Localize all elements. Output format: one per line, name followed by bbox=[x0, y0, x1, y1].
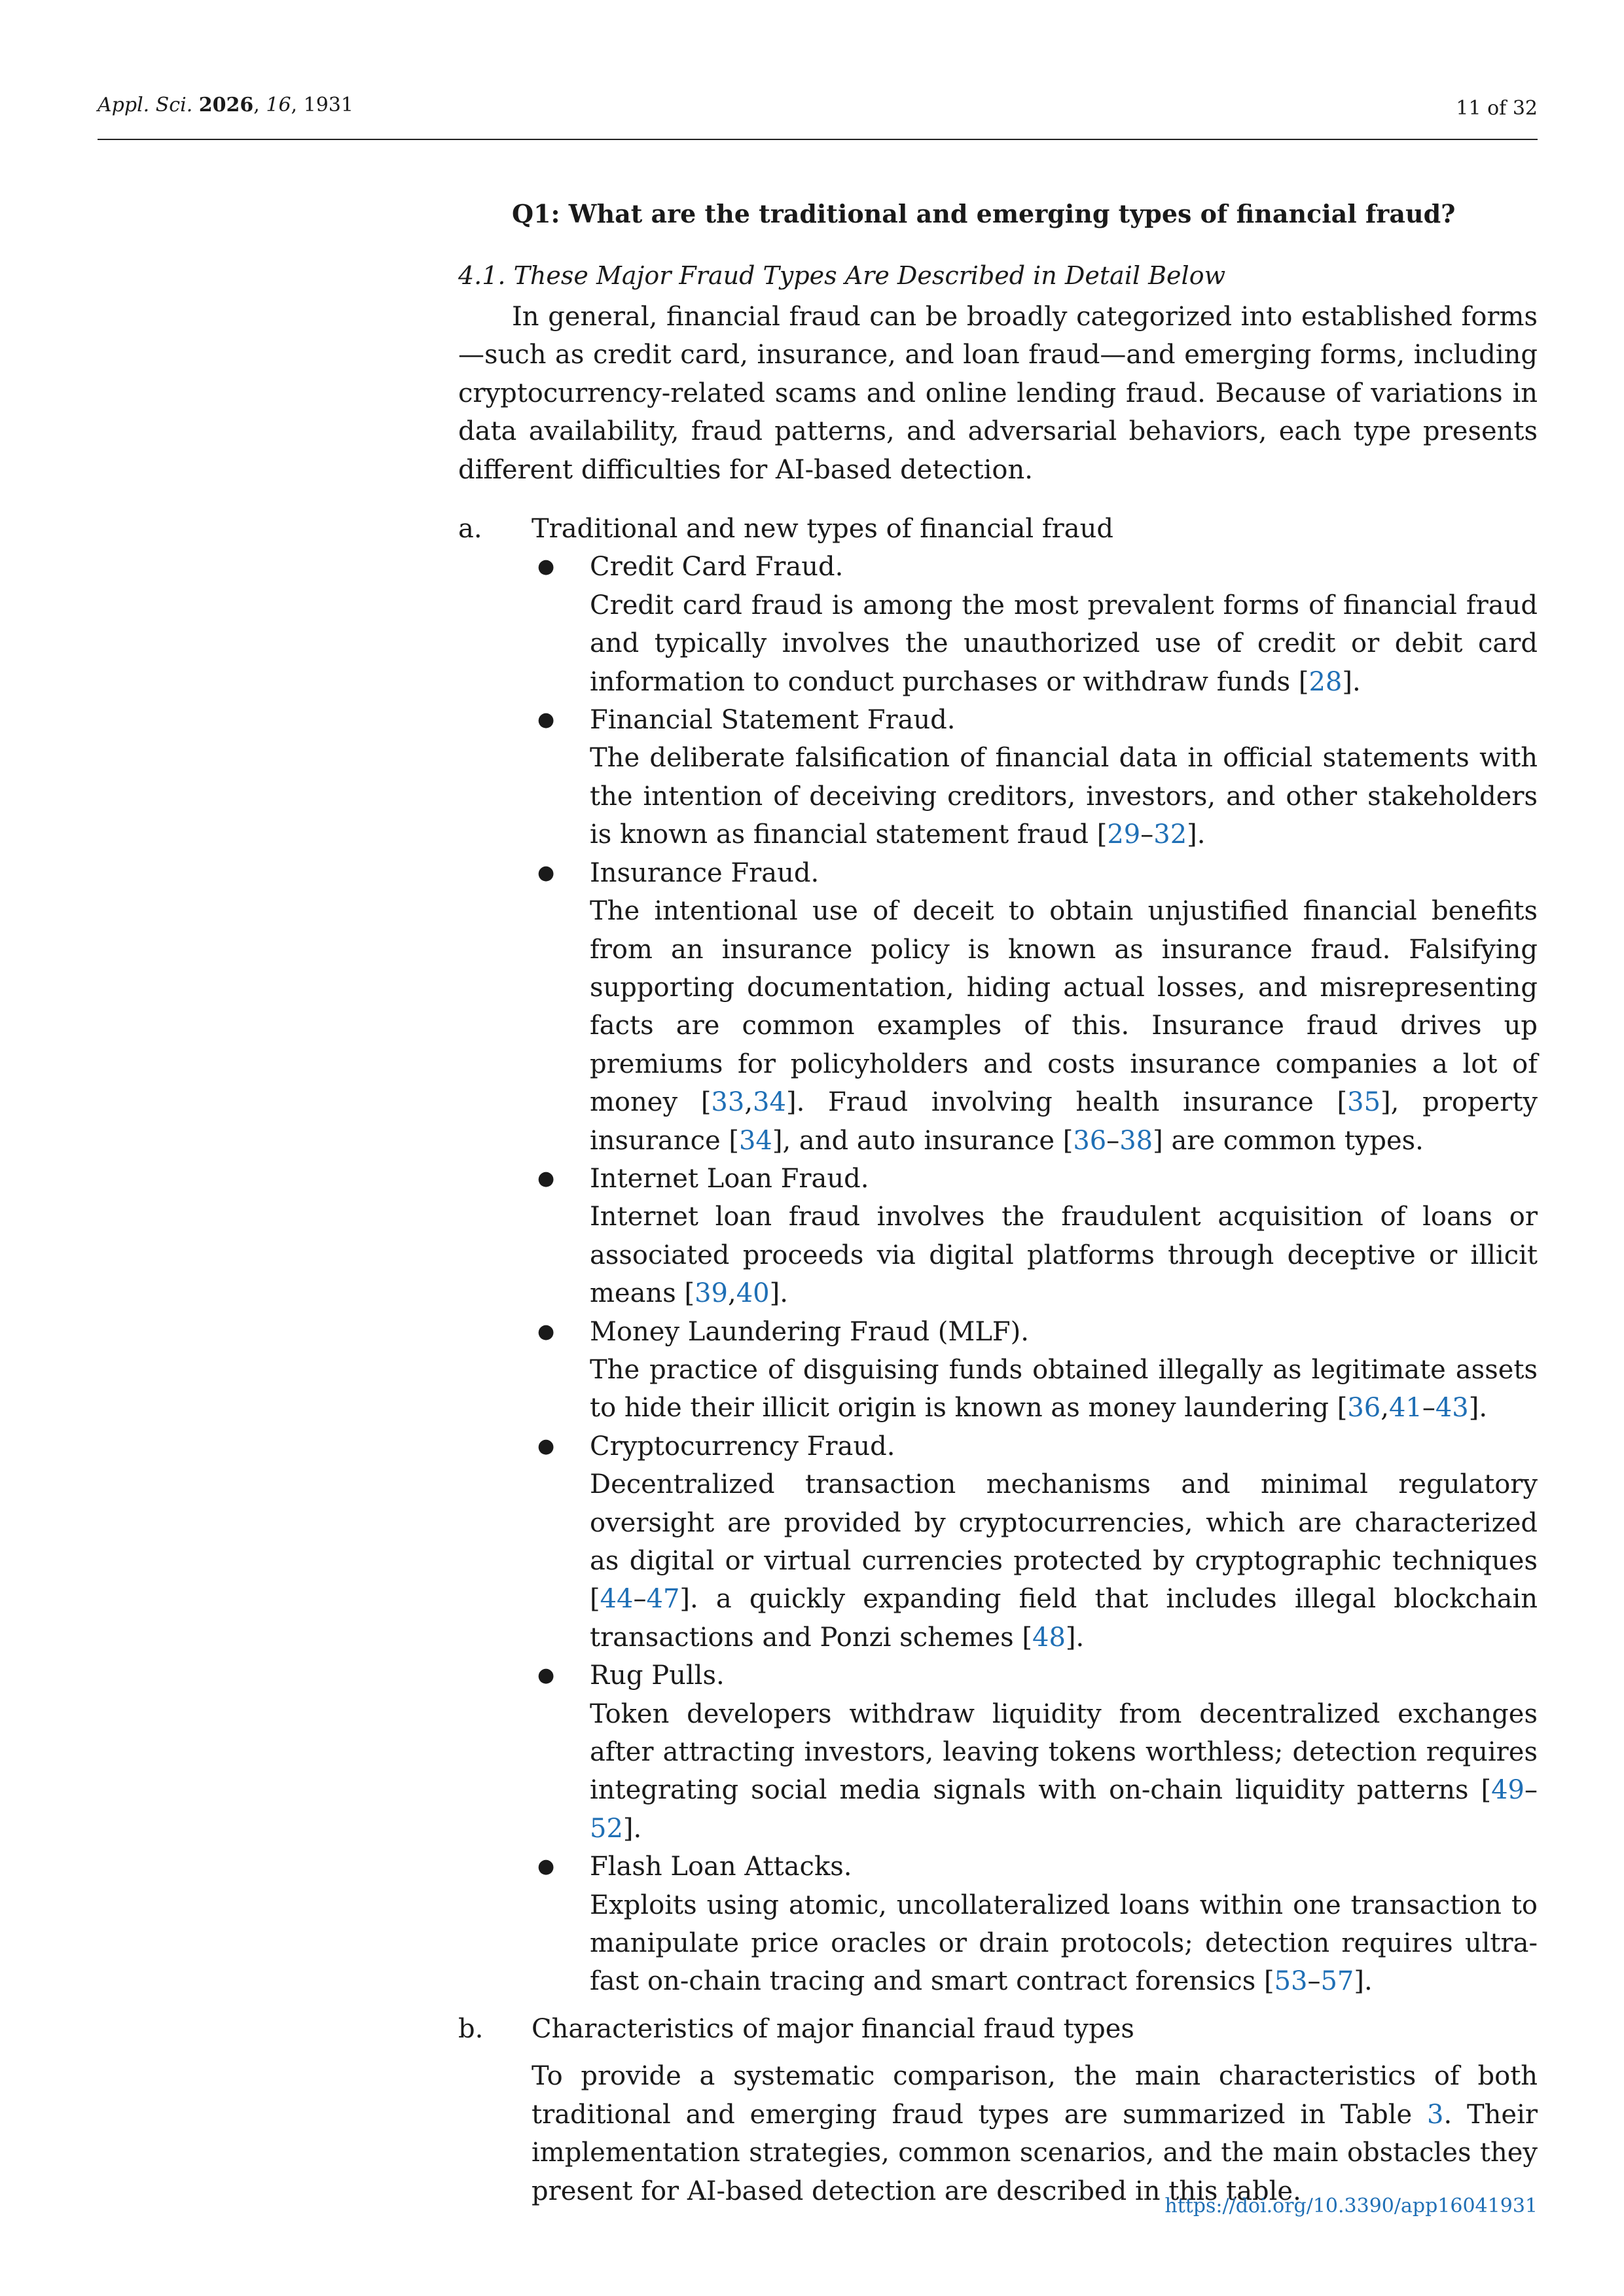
citation-link[interactable]: 38 bbox=[1119, 1125, 1153, 1156]
citation-link[interactable]: 48 bbox=[1032, 1622, 1066, 1653]
fraud-type-description: The deliberate falsification of financial data in official statements with the intention of deceiving creditors, investors, and other stakeholders is known as financial statement fraud [29–32]. bbox=[590, 743, 1538, 850]
list-item bbox=[537, 548, 1538, 701]
list-item bbox=[537, 1657, 1538, 1848]
citation-link[interactable]: 34 bbox=[753, 1087, 786, 1118]
main-content bbox=[458, 190, 1538, 2210]
question-heading: Q1: What are the traditional and emerging types of financial fraud? bbox=[512, 199, 1456, 228]
list-a-title: Traditional and new types of financial fraud bbox=[532, 514, 1113, 545]
citation-link[interactable]: 53 bbox=[1274, 1966, 1308, 1997]
citation-link[interactable]: 47 bbox=[646, 1584, 680, 1615]
citation-link[interactable]: 28 bbox=[1308, 666, 1343, 697]
running-header: Appl. Sci. 2026, 16, 1931 bbox=[98, 94, 353, 117]
citation-link[interactable]: 36 bbox=[1347, 1393, 1381, 1424]
citation-link[interactable]: 41 bbox=[1388, 1393, 1422, 1424]
list-b-paragraph: To provide a systematic comparison, the main characteristics of both traditional and emerging fraud types are summarized in Table 3. Their implementation strategies, common scenarios, and the main obstacles they present for AI-based detection are described in this table. bbox=[532, 2061, 1538, 2206]
fraud-type-title: Rug Pulls. bbox=[590, 1660, 725, 1691]
bullet-icon: ● bbox=[537, 1855, 555, 1878]
list-a-marker: a. bbox=[458, 514, 482, 545]
doi-link[interactable]: https://doi.org/10.3390/app16041931 bbox=[1164, 2195, 1538, 2217]
fraud-type-description: Internet loan fraud involves the fraudulent acquisition of loans or associated proceeds via digital platforms through deceptive or illicit means [39,40]. bbox=[590, 1202, 1538, 1309]
bullet-icon: ● bbox=[537, 861, 555, 884]
bullet-icon: ● bbox=[537, 1664, 555, 1687]
fraud-type-list bbox=[532, 548, 1538, 2000]
fraud-type-title: Flash Loan Attacks. bbox=[590, 1852, 852, 1882]
fraud-type-title: Cryptocurrency Fraud. bbox=[590, 1431, 895, 1462]
fraud-type-description: The practice of disguising funds obtained illegally as legitimate assets to hide their illicit origin is known as money laundering [36,41–43]. bbox=[590, 1354, 1538, 1424]
citation-link[interactable]: 49 bbox=[1491, 1775, 1525, 1806]
citation-link[interactable]: 44 bbox=[600, 1584, 634, 1615]
list-b-title: Characteristics of major financial fraud types bbox=[532, 2013, 1134, 2044]
citation-link[interactable]: 40 bbox=[736, 1278, 770, 1309]
citation-link[interactable]: 36 bbox=[1073, 1125, 1107, 1156]
bullet-icon: ● bbox=[537, 1434, 555, 1458]
page-number: 11 of 32 bbox=[1456, 97, 1538, 120]
header-rule bbox=[98, 139, 1538, 140]
list-item bbox=[537, 701, 1538, 854]
subsection-title: 4.1. These Major Fraud Types Are Described in Detail Below bbox=[458, 261, 1226, 290]
list-item bbox=[537, 1848, 1538, 2001]
list-b-marker: b. bbox=[458, 2013, 484, 2044]
article-number: 1931 bbox=[303, 94, 353, 117]
fraud-type-description: Decentralized transaction mechanisms and minimal regulatory oversight are provided by cryptocurrencies, which are characterized as digital or virtual currencies protected by cryptographic techniques [44–47]. a quickly expanding field that includes illegal blockchain transactions and Ponzi schemes [48]. bbox=[590, 1469, 1538, 1653]
fraud-type-title: Internet Loan Fraud. bbox=[590, 1163, 869, 1194]
citation-link[interactable]: 35 bbox=[1347, 1087, 1381, 1118]
citation-link[interactable]: 29 bbox=[1107, 819, 1141, 850]
fraud-type-description: The intentional use of deceit to obtain unjustified financial benefits from an insurance policy is known as insurance fraud. Falsifying supporting documentation, hiding actual losses, and misrepresenting facts are common examples of this. Insurance fraud drives up premiums for policyholders and costs insurance companies a lot of money [33,34]. Fraud involving health insurance [35], property insurance [34], and auto insurance [36–38] are common types. bbox=[590, 896, 1538, 1156]
fraud-type-description: Token developers withdraw liquidity from decentralized exchanges after attracting investors, leaving tokens worthless; detection requires integrating social media signals with on-chain liquidity patterns [49–52]. bbox=[590, 1698, 1538, 1844]
bullet-icon: ● bbox=[537, 1166, 555, 1190]
fraud-type-description: Credit card fraud is among the most prevalent forms of financial fraud and typically involves the unauthorized use of credit or debit card information to conduct purchases or withdraw funds [28]. bbox=[590, 590, 1538, 697]
list-item bbox=[537, 854, 1538, 1160]
table-link[interactable]: 3 bbox=[1426, 2099, 1444, 2130]
bullet-icon: ● bbox=[537, 708, 555, 732]
list-a bbox=[458, 510, 1538, 2001]
bullet-icon: ● bbox=[537, 555, 555, 579]
fraud-type-title: Insurance Fraud. bbox=[590, 857, 820, 888]
fraud-type-title: Credit Card Fraud. bbox=[590, 552, 844, 583]
list-item bbox=[537, 1427, 1538, 1657]
citation-link[interactable]: 32 bbox=[1153, 819, 1187, 850]
citation-link[interactable]: 39 bbox=[695, 1278, 728, 1309]
citation-link[interactable]: 52 bbox=[590, 1813, 623, 1844]
list-item bbox=[537, 1160, 1538, 1313]
citation-link[interactable]: 33 bbox=[711, 1087, 745, 1118]
journal-year: 2026 bbox=[198, 94, 254, 117]
list-b bbox=[458, 2010, 1538, 2210]
citation-link[interactable]: 43 bbox=[1435, 1393, 1469, 1424]
citation-link[interactable]: 34 bbox=[738, 1125, 772, 1156]
citation-link[interactable]: 57 bbox=[1320, 1966, 1354, 1997]
journal-volume: 16 bbox=[266, 94, 291, 117]
fraud-type-description: Exploits using atomic, uncollateralized loans within one transaction to manipulate price oracles or drain protocols; detection requires ultra-fast on-chain tracing and smart contract forensics [53–57]. bbox=[590, 1890, 1538, 1997]
fraud-type-title: Money Laundering Fraud (MLF). bbox=[590, 1316, 1029, 1347]
intro-paragraph: In general, financial fraud can be broadly categorized into established forms—such as credit card, insurance, and loan fraud—and emerging forms, including cryptocurrency-related scams and online lending fraud. Because of variations in data availability, fraud patterns, and adversarial behaviors, each type presents different difficulties for AI-based detection. bbox=[458, 302, 1538, 485]
journal-name: Appl. Sci. bbox=[98, 94, 193, 117]
fraud-type-title: Financial Statement Fraud. bbox=[590, 705, 956, 736]
bullet-icon: ● bbox=[537, 1319, 555, 1343]
list-item bbox=[537, 1313, 1538, 1427]
